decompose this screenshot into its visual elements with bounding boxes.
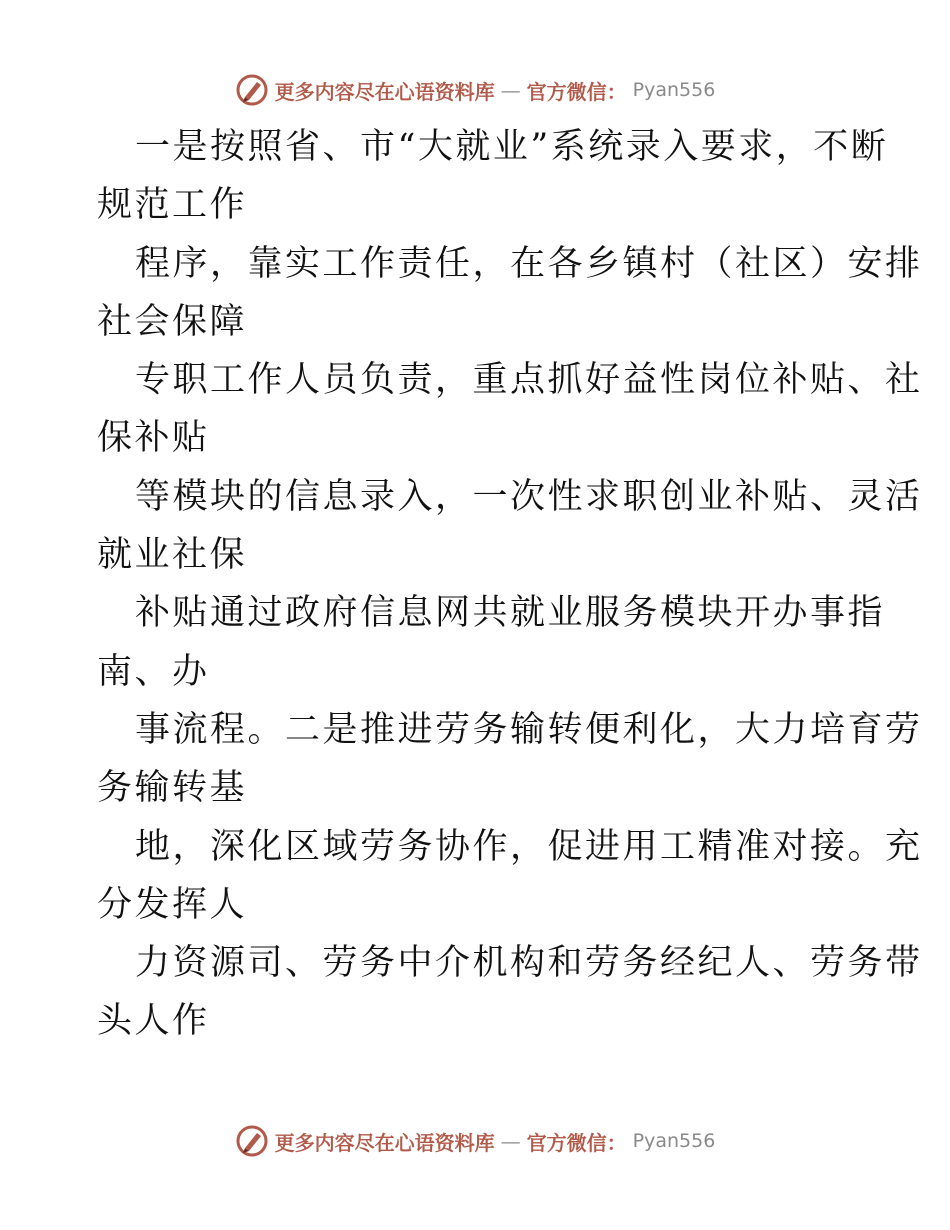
pen-logo-icon — [235, 1124, 269, 1158]
body-line: 规范工作 — [97, 185, 248, 226]
header-watermark — [0, 70, 950, 110]
watermark-contact: Pyan556 — [632, 1130, 716, 1152]
body-line: 事流程。二是推进劳务输转便利化，大力培育劳 — [135, 709, 923, 750]
body-line: 务输转基 — [97, 768, 248, 809]
body-line: 一是按照省、市“大就业”系统录入要求，不断 — [135, 127, 889, 167]
body-line: 南、办 — [97, 651, 210, 692]
body-line: 力资源司、劳务中介机构和劳务经纪人、劳务带 — [135, 943, 923, 984]
body-line: 保补贴 — [97, 418, 210, 459]
watermark-suffix-text: 官方微信： — [526, 1130, 627, 1155]
watermark-contact: Pyan556 — [632, 79, 716, 101]
watermark-main-text: 更多内容尽在心语资料库 — [274, 1130, 495, 1155]
body-line: 地，深化区域劳务协作，促进用工精准对接。充 — [135, 826, 923, 867]
body-line: 分发挥人 — [97, 884, 248, 925]
footer-watermark — [0, 1121, 950, 1161]
body-line: 补贴通过政府信息网共就业服务模块开办事指 — [135, 593, 886, 634]
body-line: 头人作 — [97, 1001, 210, 1042]
document-body — [97, 118, 923, 1051]
body-line: 就业社保 — [97, 535, 248, 576]
body-line: 专职工作人员负责，重点抓好益性岗位补贴、社 — [135, 360, 923, 401]
body-line: 等模块的信息录入，一次性求职创业补贴、灵活 — [135, 476, 923, 517]
body-line: 社会保障 — [97, 301, 248, 342]
watermark-dash: — — [500, 78, 521, 102]
watermark-dash: — — [500, 1129, 521, 1153]
watermark-suffix-text: 官方微信： — [526, 79, 627, 104]
pen-logo-icon — [235, 73, 269, 107]
watermark-main-text: 更多内容尽在心语资料库 — [274, 79, 495, 104]
body-line: 程序，靠实工作责任，在各乡镇村（社区）安排 — [135, 243, 923, 284]
